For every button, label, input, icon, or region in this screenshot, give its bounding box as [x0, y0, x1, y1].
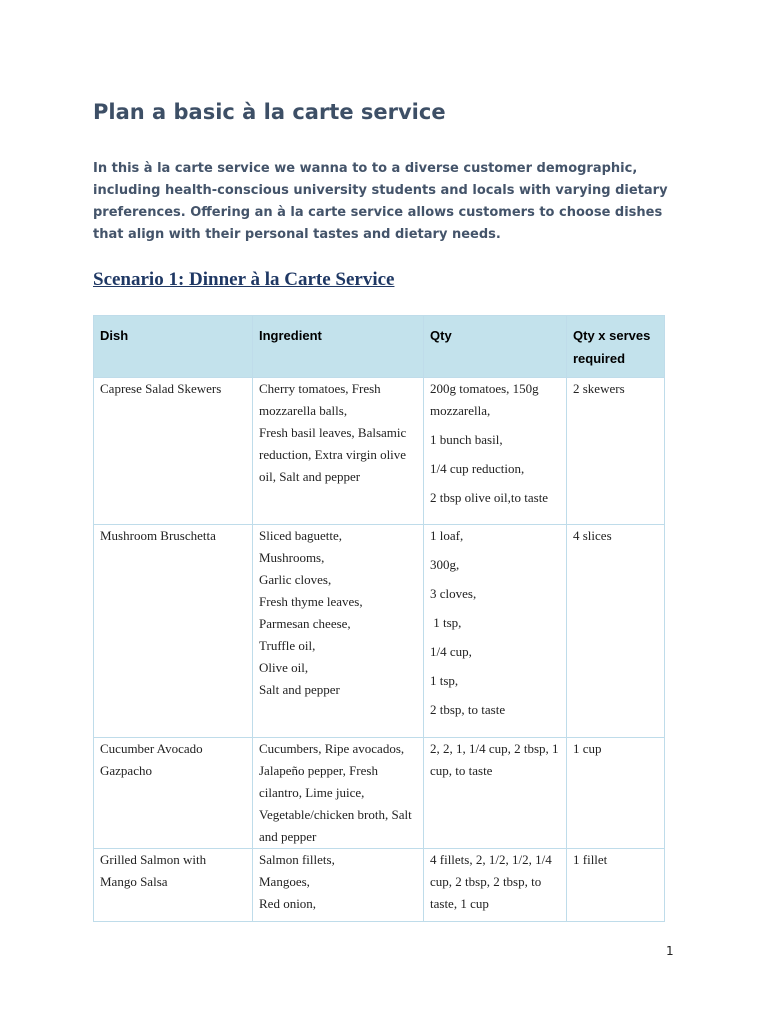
header-ingredient: Ingredient [253, 316, 424, 378]
ingredient-line: Mushrooms, [259, 550, 325, 565]
ingredient-line: Truffle oil, [259, 638, 316, 653]
serves-cell: 1 cup [567, 738, 665, 849]
ingredient-line: Fresh basil leaves, Balsamic reduction, Extra virgin olive oil, Salt and pepper [259, 425, 407, 484]
ingredient-cell [253, 525, 424, 738]
ingredient-line: Cucumbers, Ripe avocados, Jalapeño pepper, Fresh cilantro, Lime juice, Vegetable/chicken broth, Salt and pepper [259, 741, 412, 844]
ingredient-line: Cherry tomatoes, Fresh mozzarella balls, [259, 381, 381, 418]
table-row [94, 525, 665, 738]
table-row [94, 378, 665, 525]
ingredient-cell [253, 738, 424, 849]
intro-paragraph: In this à la carte service we wanna to to a diverse customer demographic, including health-conscious university students and locals with varying dietary preferences. Offering an à la carte service allows customers to choose dishes that align with their personal tastes and dietary needs. [93, 161, 668, 242]
ingredient-line: Garlic cloves, [259, 572, 332, 587]
ingredient-line: Salt and pepper [259, 682, 340, 697]
qty-line: 1/4 cup, [430, 644, 472, 659]
qty-line: 1 tsp, [430, 673, 459, 688]
qty-line: 3 cloves, [430, 586, 477, 601]
qty-line: 2 tbsp olive oil,to taste [430, 490, 549, 505]
serves-cell: 2 skewers [567, 378, 665, 525]
qty-cell [424, 849, 567, 922]
table-row [94, 849, 665, 922]
qty-cell [424, 525, 567, 738]
dish-cell: Cucumber Avocado Gazpacho [94, 738, 253, 849]
qty-line: 200g tomatoes, 150g mozzarella, [430, 381, 539, 418]
table-row [94, 738, 665, 849]
page-title: Plan a basic à la carte service [93, 100, 446, 124]
ingredient-cell [253, 849, 424, 922]
ingredient-line: Red onion, [259, 896, 317, 911]
ingredient-line: Fresh thyme leaves, [259, 594, 363, 609]
ingredient-line: Parmesan cheese, [259, 616, 351, 631]
qty-line: 300g, [430, 557, 460, 572]
qty-line: 1 tsp, [430, 615, 462, 630]
ingredient-line: Salmon fillets, [259, 852, 335, 867]
qty-line: 2, 2, 1, 1/4 cup, 2 tbsp, 1 cup, to taste [430, 741, 559, 778]
ingredient-line: Olive oil, [259, 660, 309, 675]
dish-cell: Caprese Salad Skewers [94, 378, 253, 525]
qty-cell [424, 378, 567, 525]
serves-cell: 1 fillet [567, 849, 665, 922]
ingredient-cell [253, 378, 424, 525]
qty-line: 1 bunch basil, [430, 432, 503, 447]
header-dish: Dish [94, 316, 253, 378]
qty-cell [424, 738, 567, 849]
qty-line: 1 loaf, [430, 528, 464, 543]
header-qty: Qty [424, 316, 567, 378]
ingredient-line: Mangoes, [259, 874, 310, 889]
header-serves: Qty x serves required [567, 316, 665, 378]
menu-table [93, 315, 665, 922]
table-header-row [94, 316, 665, 378]
ingredient-line: Sliced baguette, [259, 528, 343, 543]
scenario-title: Scenario 1: Dinner à la Carte Service [93, 269, 395, 290]
qty-line: 4 fillets, 2, 1/2, 1/2, 1/4 cup, 2 tbsp, 2 tbsp, to taste, 1 cup [430, 852, 552, 911]
dish-cell: Grilled Salmon with Mango Salsa [94, 849, 253, 922]
dish-cell: Mushroom Bruschetta [94, 525, 253, 738]
page-number: 1 [666, 944, 674, 958]
serves-cell: 4 slices [567, 525, 665, 738]
qty-line: 2 tbsp, to taste [430, 702, 506, 717]
qty-line: 1/4 cup reduction, [430, 461, 525, 476]
